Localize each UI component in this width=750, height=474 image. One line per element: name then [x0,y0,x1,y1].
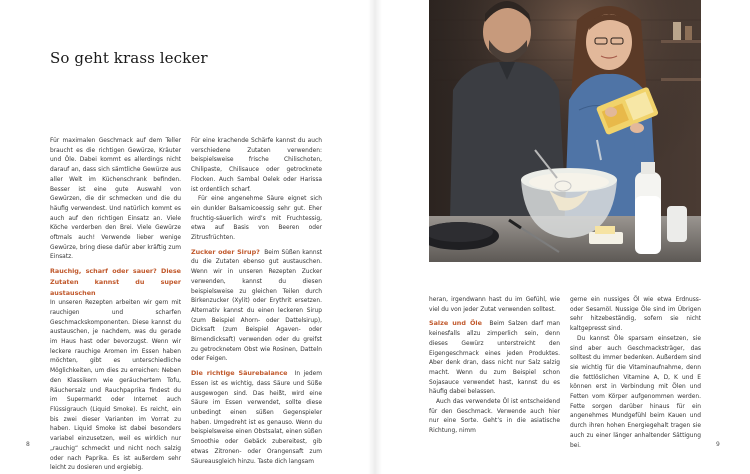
section-heading-salze-oele: Salze und Öle [429,319,482,328]
text-column-1 [50,137,181,474]
paragraph-text: In jedem Essen ist es wichtig, dass Säure und Süße ausgewogen sind. Das heißt, wird eine Säure im Essen verwendet, sollte diese unbedingt einen süßen Gegenspieler haben. Umgedreht ist es genauso. Wenn du beispielsweise einen Obstsalat, einen süßen Smoothie oder Gebäck zubereitest, gib etwas Zitronen- oder Orangensaft zum Säureausgleich hinzu. Taste dich langsam [191,371,322,465]
paragraph: Für eine angenehme Säure eignet sich ein dunkler Balsamicoessig sehr gut. Eher fruchtig-säuerlich wird’s mit Fruchtessig, etwa auf Basis von Beeren oder Zitrusfrüchten. [191,196,322,242]
paragraph-with-heading [191,369,322,467]
text-column-4 [570,296,701,451]
paragraph-with-heading [50,267,181,299]
page-number-left: 8 [26,441,30,448]
paragraph: Du kannst Öle sparsam einsetzen, sie sind aber auch Geschmacksträger, das solltest du immer bedenken. Außerdem sind sie wichtig für die Vitaminaufnahme, denn die fettlöslichen Vitamine A, D, K und E können erst in Verbindung mit Ölen und Fetten vom Körper aufgenommen werden. Fette sorgen darüber hinaus für ein angenehmes Mundgefühl beim Kauen und durch ihren hohen Energiegehalt tragen sie auch zu einer länger anhaltender Sättigung bei. [570,335,701,449]
paragraph-with-heading [429,319,560,398]
paragraph: In unseren Rezepten arbeiten wir gern mit rauchigen und scharfen Geschmackskomponenten. Diese kannst du austauschen, je nachdem, was du gerade im Haus hast oder bevorzugst. Wenn wir leckere rauchige Aromen im Essen haben möchten, gibt es unterschiedliche Möglichkeiten, um dies zu erreichen: Neben den Klassikern wie geräuchertem Tofu, Räuchersalz und Rauchpaprika findest du im Supermarkt oder Internet auch Flüssigrauch (Liquid Smoke). Es reicht, ein bis zwei dieser Varianten im Vorrat zu haben. Liquid Smoke ist dabei besonders variabel einzusetzen, weil es wirklich nur „rauchig“ schmeckt und nicht noch salzig oder nach Paprika. Es ist außerdem sehr leicht zu dosieren und ergiebig. [50,300,181,472]
section-heading-zucker: Zucker oder Sirup? [191,247,260,256]
spread-gutter [368,0,382,474]
paragraph-with-heading [191,248,322,365]
section-heading-saeurebalance: Die richtige Säurebalance [191,369,288,378]
text-column-2 [191,137,322,467]
paragraph-text: Beim Süßen kannst du die Zutaten ebenso gut austauschen. Wenn wir in unseren Rezepten Zucker verwenden, kannst du diesen beispielsweise zu gleichen Teilen durch Birkenzucker (Xylit) oder Erythrit ersetzen. Alternativ kannst du einen leckeren Sirup (zum Beispiel Ahorn- oder Dattelsirup), Dicksaft (zum Beispiel Agaven- oder Birnendicksaft) verwenden oder du greifst zu getrocknetem Obst wie Rosinen, Datteln oder Feigen. [191,249,322,363]
page-title: So geht krass lecker [50,49,208,67]
paragraph: heran, irgendwann hast du im Gefühl, wie viel du von jeder Zutat verwenden solltest. [429,297,560,313]
paragraph: Für eine krachende Schärfe kannst du auch verschiedene Zutaten verwenden: beispielsweise frische Chilischoten, Chilipaste, Chilisauce oder getrocknete Flocken. Auch Sambal Oelek oder Harissa ist ordentlich scharf. [191,138,322,193]
paragraph-text: Beim Salzen darf man keinesfalls allzu zimperlich sein, denn dieses Gewürz unterstreicht den Eigengeschmack eines jeden Produktes. Aber denk dran, dass nicht nur Salz salzig macht. Wenn du zum Beispiel schon Sojasauce verwendet hast, kannst du es häufig dabei belassen. [429,321,560,396]
text-column-3 [429,296,560,437]
paragraph: gerne ein nussiges Öl wie etwa Erdnuss- oder Sesamöl. Nussige Öle sind im Übrigen sehr hitzebeständig, sofern sie nicht kaltgepresst sind. [570,297,701,333]
paragraph: Für maximalen Geschmack auf dem Teller braucht es die richtigen Gewürze, Kräuter und Öle. Dabei kommt es allerdings nicht darauf an, dass sich sämtliche Gewürze aus aller Welt im Küchenschrank befinden. Besser ist eine gute Auswahl von Gewürzen, die dir schmecken und die du häufig verwendest. Und natürlich kommt es auch auf den richtigen Einsatz an. Viele Köche verderben den Brei. Viele Gewürze oftmals auch! Verwende lieber wenige Gewürze, bring diese dafür aber kräftig zum Einsatz. [50,138,181,261]
cooking-photo [429,0,701,262]
page-number-right: 9 [716,441,720,448]
paragraph: Auch das verwendete Öl ist entscheidend für den Geschmack. Verwende auch hier nur eine Sorte. Geht’s in die asiatische Richtung, nimm [429,399,560,435]
section-heading-rauchig: Rauchig, scharf oder sauer? Diese Zutaten kannst du super austauschen [50,267,181,297]
